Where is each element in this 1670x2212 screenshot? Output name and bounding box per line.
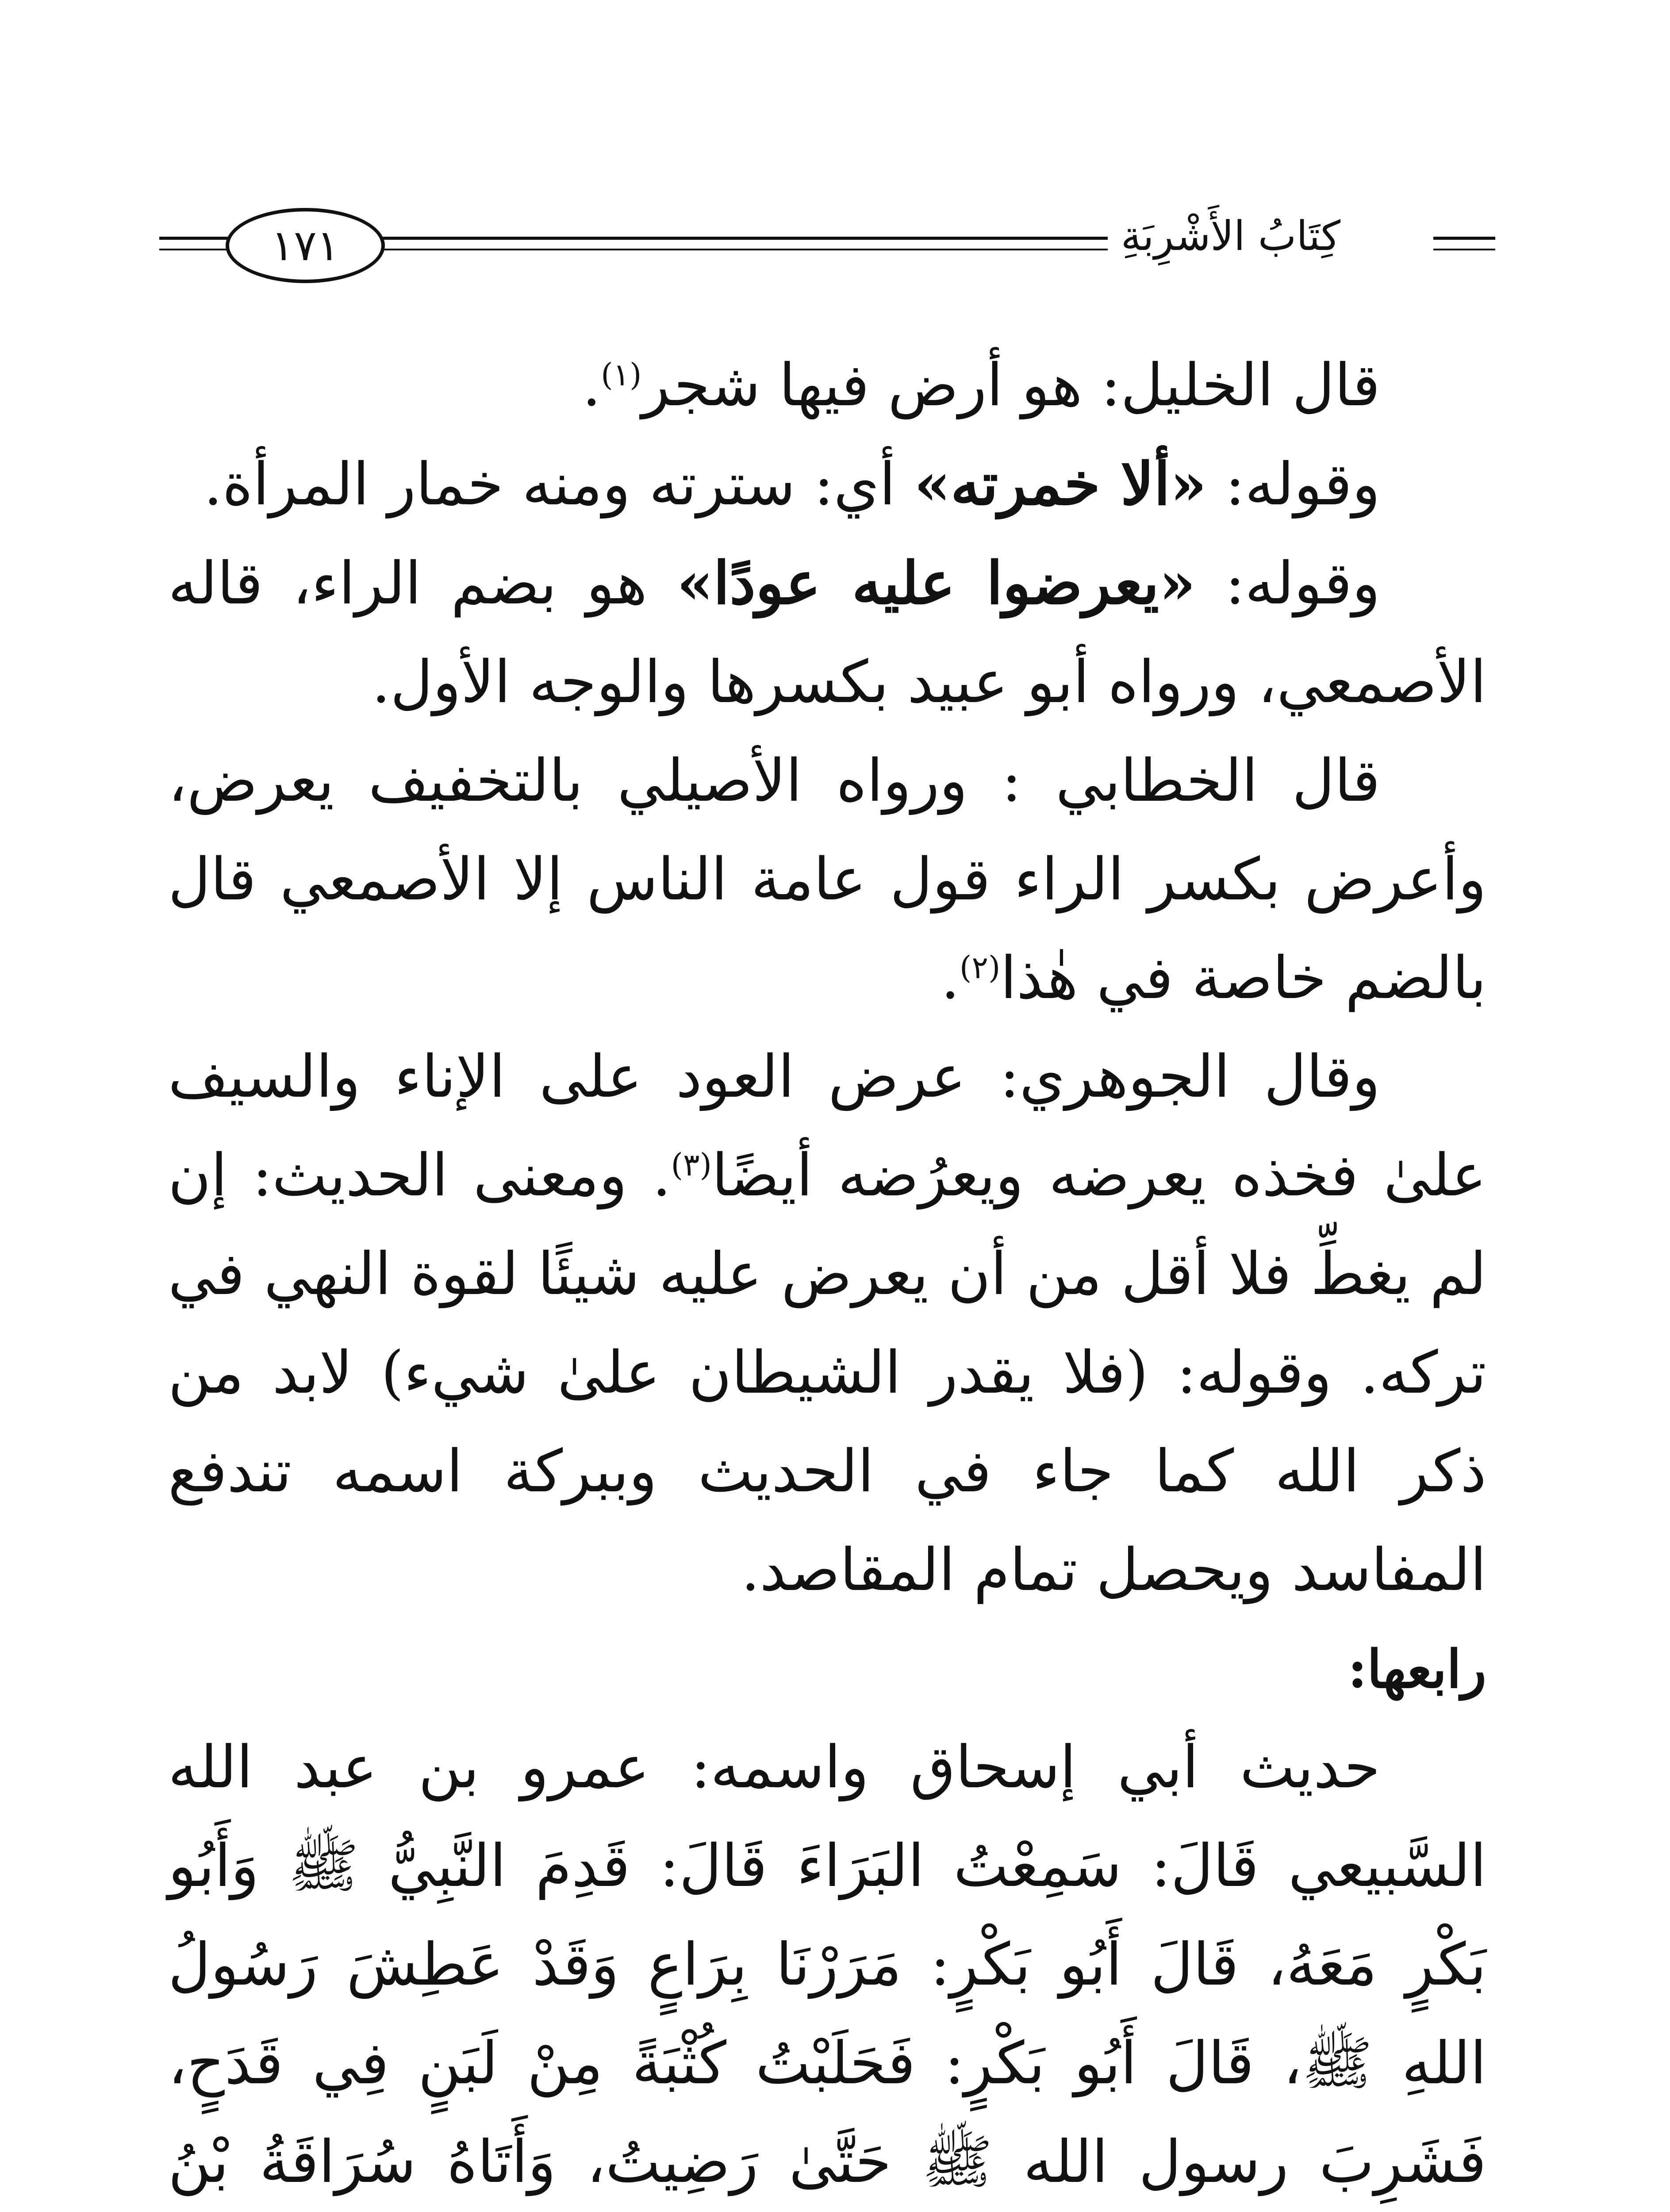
header-rule-right-lower bbox=[1433, 249, 1495, 250]
hadith-paragraph: حديث أبي إسحاق واسمه: عمرو بن عبد الله السَّبيعي قَالَ: سَمِعْتُ البَرَاءَ قَالَ: قَدِمَ النَّبِيُّ ﷺ وَأَبُو بَكْرٍ مَعَهُ، قَالَ أَبُو بَكْرٍ: مَرَرْنَا بِرَاعٍ وَقَدْ عَطِشَ رَسُولُ اللهِ ﷺ، قَالَ أَبُو بَكْرٍ: فَحَلَبْتُ كُثْبَةً مِنْ لَبَنٍ فِي قَدَحٍ، فَشَرِبَ رسول الله ﷺ حَتَّىٰ رَضِيتُ، وَأَتَاهُ سُرَاقَةُ بْنُ bbox=[168, 1733, 1486, 2196]
paragraph: قال الخطابي : ورواه الأصيلي بالتخفيف يعرض، وأعرض بكسر الراء قول عامة الناس إلا الأصمعي قال بالضم خاصة في هٰذا$^{(٢)}$. bbox=[168, 747, 1486, 1012]
paragraph: قال الخليل: هو أرض فيها شجر$^{(١)}$. bbox=[582, 351, 1380, 419]
footnote-ref: (٣) bbox=[671, 1147, 712, 1183]
header-rule-left bbox=[159, 237, 234, 240]
header-rule-left-lower bbox=[159, 249, 234, 250]
header-rule-right bbox=[1433, 237, 1495, 240]
page-header bbox=[159, 195, 1495, 292]
header-rule-middle bbox=[380, 237, 1203, 240]
paragraph: وقوله: «يعرضوا عليه عودًا» هو بضم الراء، قاله الأصمعي، ورواه أبو عبيد بكسرها والوجه الأول. bbox=[168, 549, 1486, 716]
chapter-title: كِتَابُ الأَشْرِبَةِ bbox=[1108, 212, 1354, 260]
page-body bbox=[168, 336, 1486, 2212]
page-number-oval bbox=[226, 208, 385, 283]
paragraph: وقوله: «ألا خمرته» أي: سترته ومنه خمار المرأة. bbox=[203, 450, 1380, 518]
footnote-ref: (٢) bbox=[960, 949, 1001, 986]
paragraph: وقال الجوهري: عرض العود على الإناء والسيف علىٰ فخذه يعرضه ويعرُضه أيضًا$^{(٣)}$. ومعنى الحديث: إن لم يغطِّ فلا أقل من أن يعرض عليه شيئًا لقوة النهي في تركه. وقوله: (فلا يقدر الشيطان علىٰ شيء) لابد من ذكر الله كما جاء في الحديث وببركة اسمه تندفع المفاسد ويحصل تمام المقاصد. bbox=[168, 1043, 1486, 1604]
quoted-phrase: «يعرضوا عليه عودًا» bbox=[677, 549, 1196, 618]
section-heading: رابعها: bbox=[1348, 1638, 1486, 1700]
footnote-ref: (١) bbox=[601, 357, 642, 393]
page-number: ١٧١ bbox=[271, 221, 340, 270]
header-rule-middle-lower bbox=[380, 249, 1203, 250]
quoted-phrase: «ألا خمرته» bbox=[914, 450, 1207, 518]
